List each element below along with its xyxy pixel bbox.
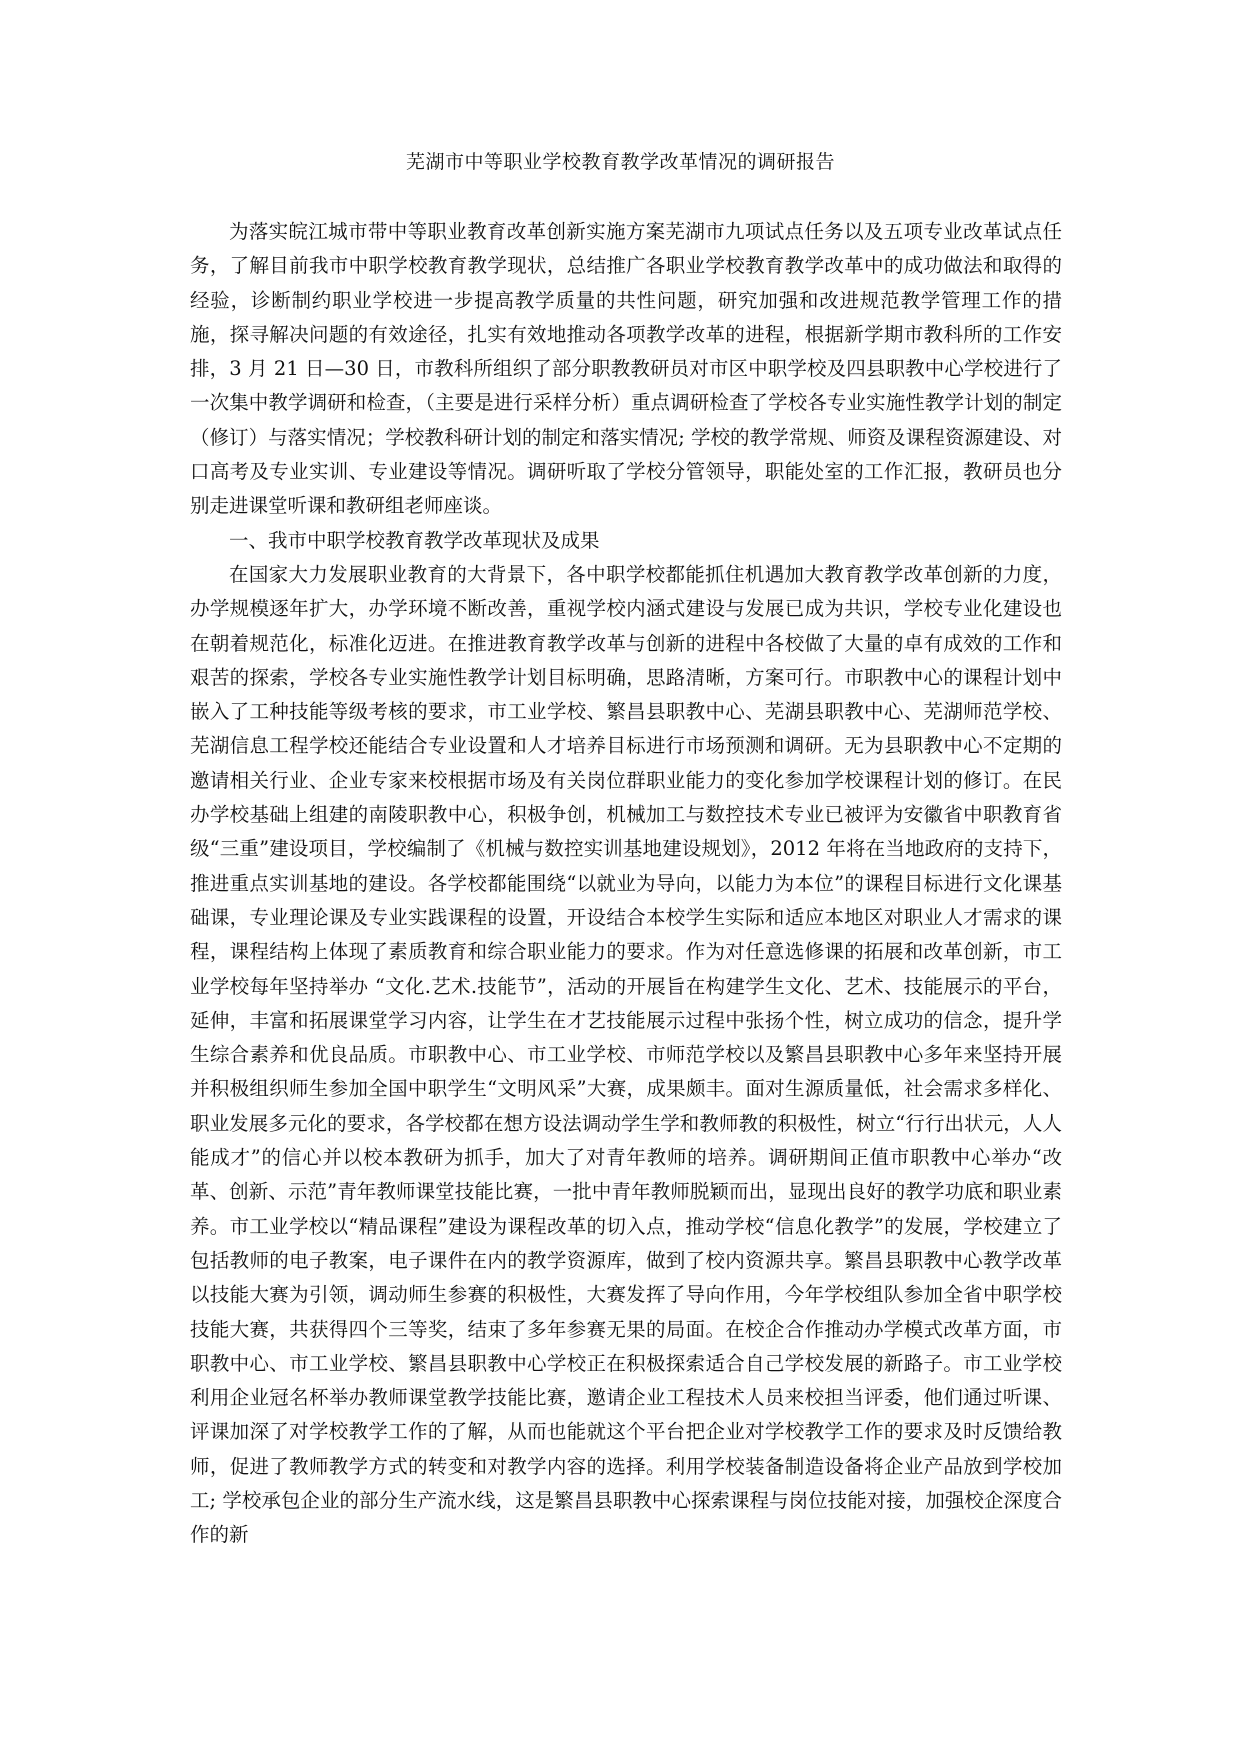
body-paragraph: 在国家大力发展职业教育的大背景下，各中职学校都能抓住机遇加大教育教学改革创新的力度，办学规模逐年扩大，办学环境不断改善，重视学校内涵式建设与发展已成为共识，学校专业化建设也在朝着规范化，标准化迈进。在推进教育教学改革与创新的进程中各校做了大量的卓有成效的工作和艰苦的探索，学校各专业实施性教学计划目标明确，思路清晰，方案可行。市职教中心的课程计划中嵌入了工种技能等级考核的要求，市工业学校、繁昌县职教中心、芜湖县职教中心、芜湖师范学校、芜湖信息工程学校还能结合专业设置和人才培养目标进行市场预测和调研。无为县职教中心不定期的邀请相关行业、企业专家来校根据市场及有关岗位群职业能力的变化参加学校课程计划的修订。在民办学校基础上组建的南陵职教中心，积极争创，机械加工与数控技术专业已被评为安徽省中职教育省级“三重”建设项目，学校编制了《机械与数控实训基地建设规划》，2012 年将在当地政府的支持下，推进重点实训基地的建设。各学校都能围绕“以就业为导向，以能力为本位”的课程目标进行文化课基础课，专业理论课及专业实践课程的设置，开设结合本校学生实际和适应本地区对职业人才需求的课程，课程结构上体现了素质教育和综合职业能力的要求。作为对任意选修课的拓展和改革创新，市工业学校每年坚持举办 “文化.艺术.技能节”，活动的开展旨在构建学生文化、艺术、技能展示的平台，延伸，丰富和拓展课堂学习内容，让学生在才艺技能展示过程中张扬个性，树立成功的信念，提升学生综合素养和优良品质。市职教中心、市工业学校、市师范学校以及繁昌县职教中心多年来坚持开展并积极组织师生参加全国中职学生“文明风采”大赛，成果颇丰。面对生源质量低，社会需求多样化、职业发展多元化的要求，各学校都在想方设法调动学生学和教师教的积极性，树立“行行出状元，人人能成才”的信心并以校本教研为抓手，加大了对青年教师的培养。调研期间正值市职教中心举办“改革、创新、示范”青年教师课堂技能比赛，一批中青年教师脱颖而出，显现出良好的教学功底和职业素养。市工业学校以“精品课程”建设为课程改革的切入点，推动学校“信息化教学”的发展，学校建立了包括教师的电子教案，电子课件在内的教学资源库，做到了校内资源共享。繁昌县职教中心教学改革以技能大赛为引领，调动师生参赛的积极性，大赛发挥了导向作用，今年学校组队参加全省中职学校技能大赛，共获得四个三等奖，结束了多年参赛无果的局面。在校企合作推动办学模式改革方面，市职教中心、市工业学校、繁昌县职教中心学校正在积极探索适合自己学校发展的新路子。市工业学校利用企业冠名杯举办教师课堂教学技能比赛，邀请企业工程技术人员来校担当评委，他们通过听课、评课加深了对学校教学工作的了解，从而也能就这个平台把企业对学校教学工作的要求及时反馈给教师，促进了教师教学方式的转变和对教学内容的选择。利用学校装备制造设备将企业产品放到学校加工; 学校承包企业的部分生产流水线，这是繁昌县职教中心探索课程与岗位技能对接，加强校企深度合作的新	[190, 562, 1062, 1547]
intro-paragraph: 为落实皖江城市带中等职业教育改革创新实施方案芜湖市九项试点任务以及五项专业改革试点任务，了解目前我市中职学校教育教学现状，总结推广各职业学校教育教学改革中的成功做法和取得的经验，诊断制约职业学校进一步提高教学质量的共性问题，研究加强和改进规范教学管理工作的措施，探寻解决问题的有效途径，扎实有效地推动各项教学改革的进程，根据新学期市教科所的工作安排，3 月 21 日—30 日，市教科所组织了部分职教教研员对市区中职学校及四县职教中心学校进行了一次集中教学调研和检查，（主要是进行采样分析）重点调研检查了学校各专业实施性教学计划的制定（修订）与落实情况；学校教科研计划的制定和落实情况; 学校的教学常规、师资及课程资源建设、对口高考及专业实训、专业建设等情况。调研听取了学校分管领导，职能处室的工作汇报，教研员也分别走进课堂听课和教研组老师座谈。	[190, 220, 1062, 518]
document-title: 芜湖市中等职业学校教育教学改革情况的调研报告	[405, 151, 835, 173]
section-heading: 一、我市中职学校教育教学改革现状及成果	[229, 528, 600, 552]
document-body	[190, 215, 1062, 1553]
